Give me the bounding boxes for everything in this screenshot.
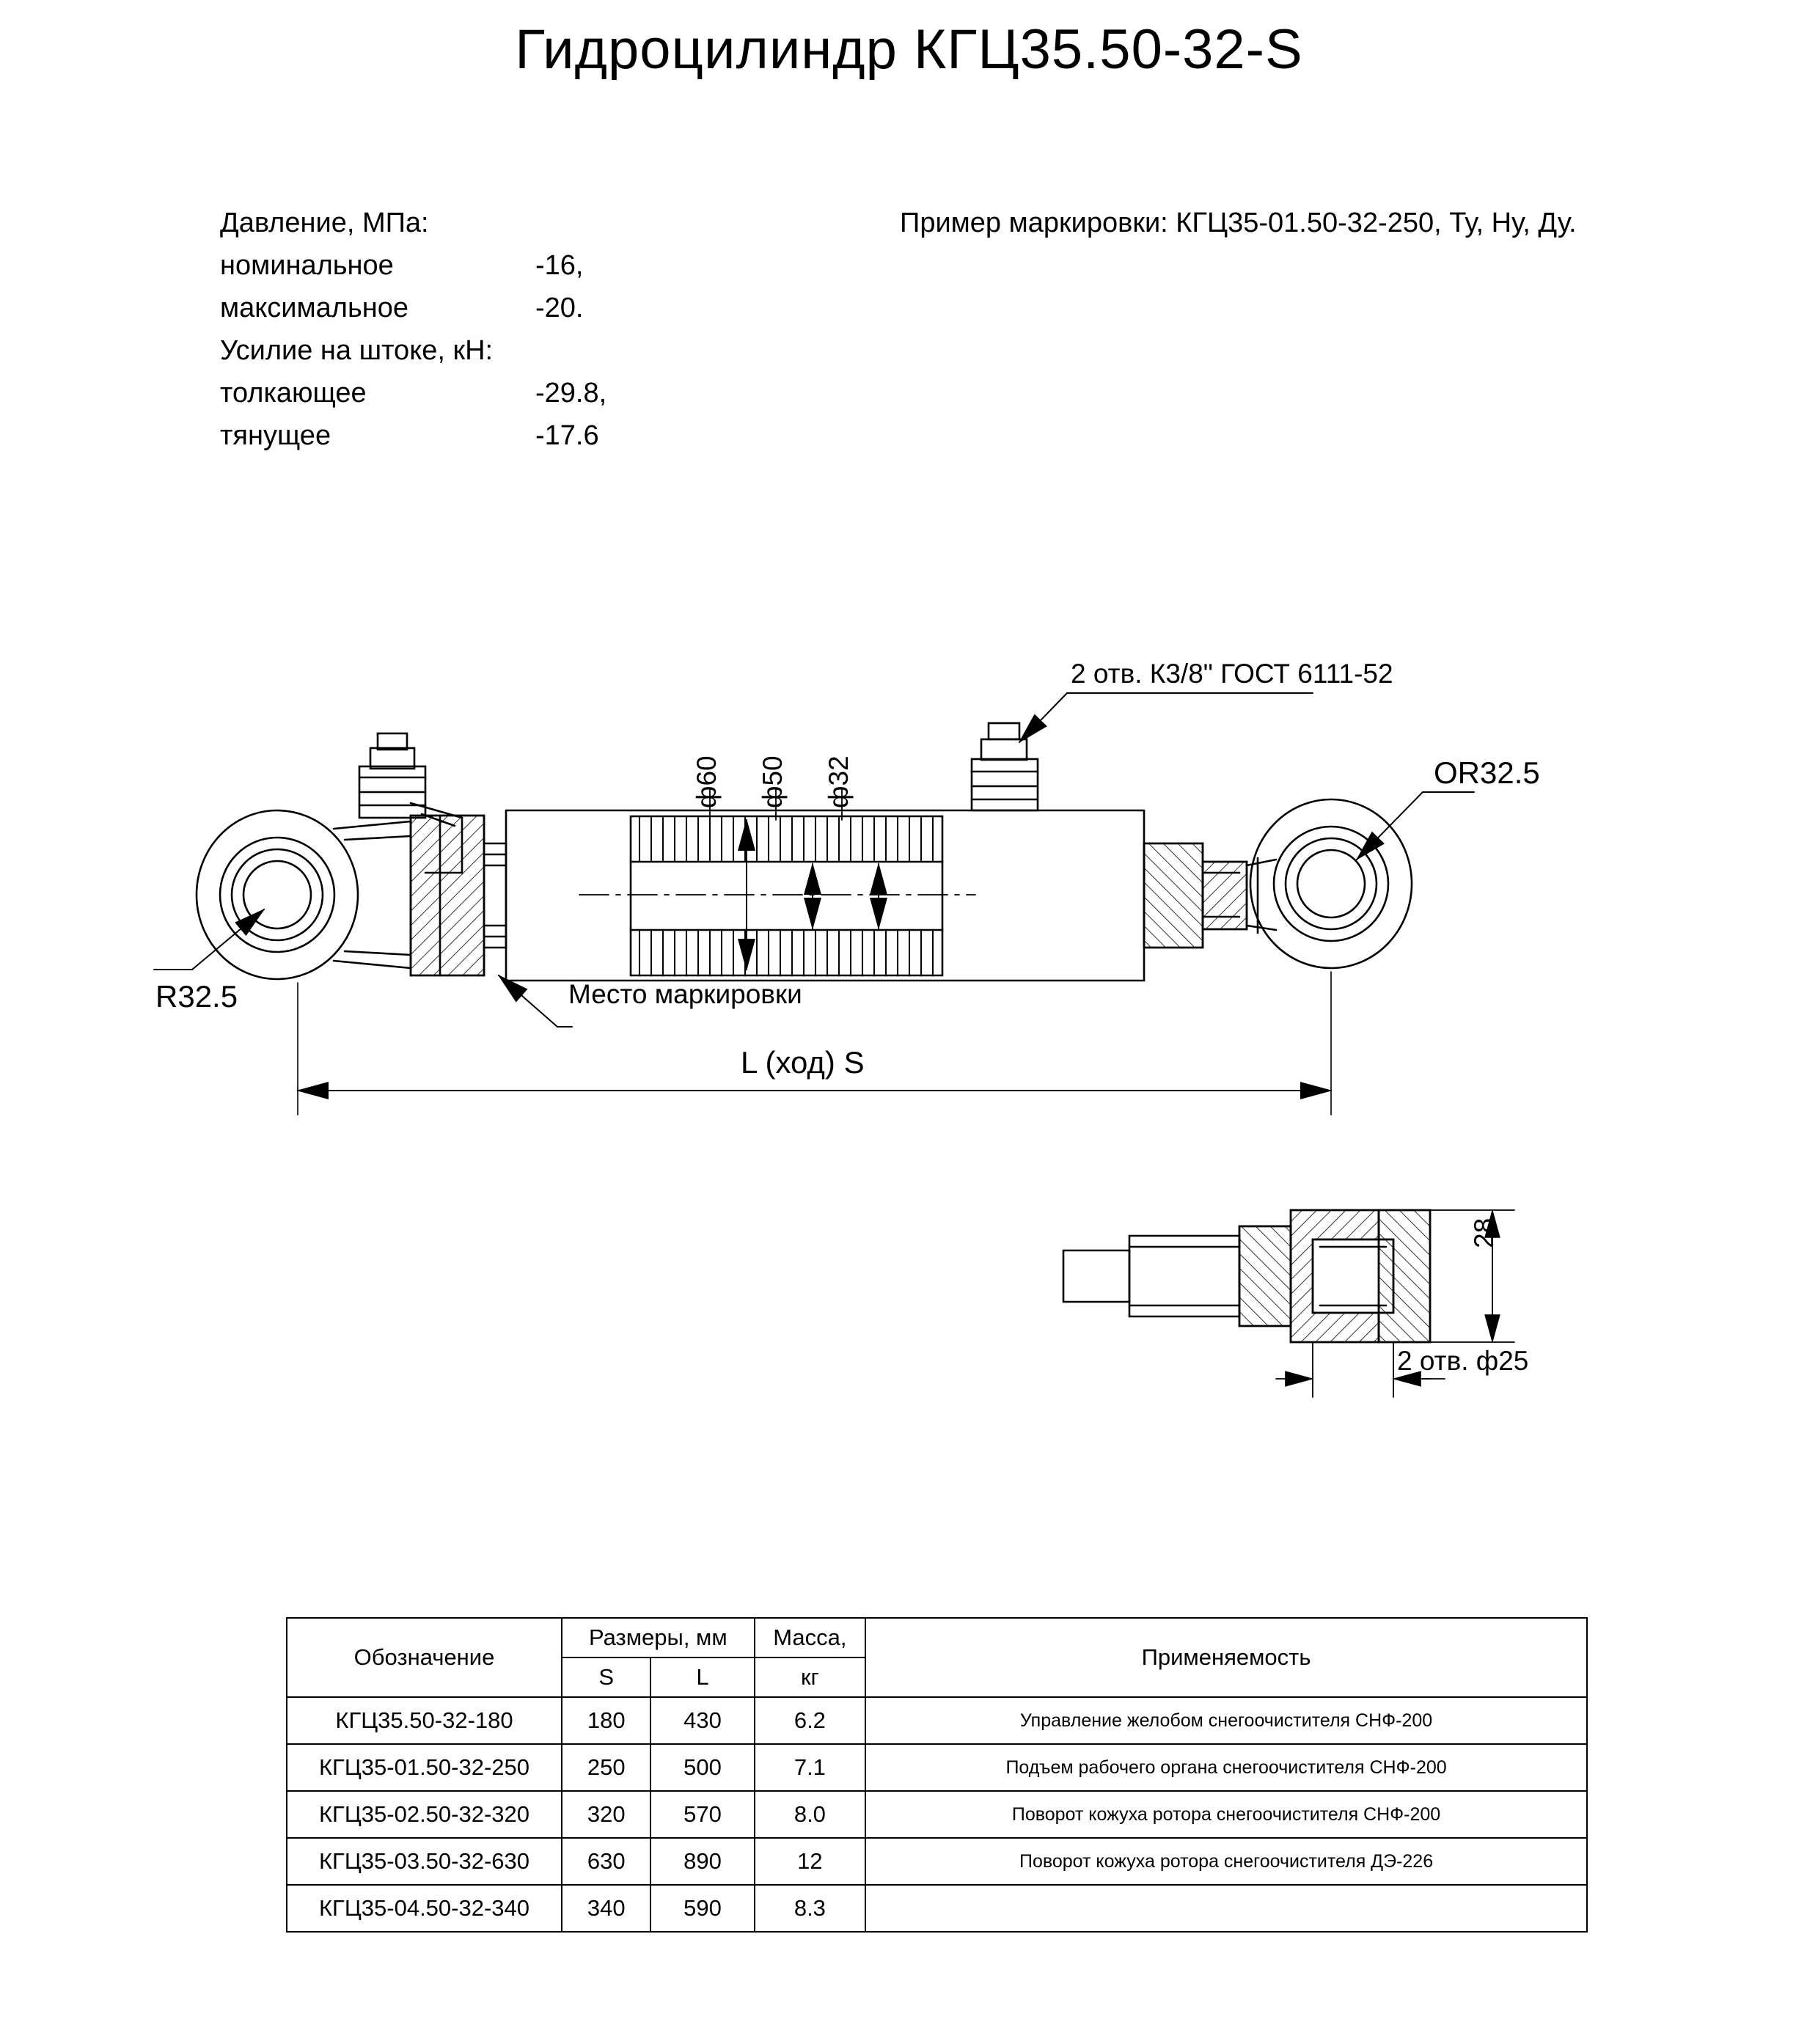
spec-label-nominal: номинальное bbox=[220, 250, 394, 281]
cell-l: 890 bbox=[650, 1838, 754, 1885]
cell-applicability: Управление желобом снегоочистителя СНФ-200 bbox=[865, 1697, 1587, 1744]
cell-designation: КГЦ35-02.50-32-320 bbox=[287, 1791, 562, 1838]
header-designation: Обозначение bbox=[287, 1618, 562, 1697]
radius-left-label: R32.5 bbox=[155, 979, 238, 1014]
cell-s: 320 bbox=[562, 1791, 650, 1838]
cell-designation: КГЦ35-03.50-32-630 bbox=[287, 1838, 562, 1885]
dimension-dia50-label: ф50 bbox=[758, 755, 788, 808]
dimension-dia32-label: ф32 bbox=[824, 755, 854, 808]
spec-value-push: -29.8, bbox=[535, 378, 607, 409]
spec-row-maximum bbox=[220, 293, 584, 335]
header-mass: Масса, bbox=[755, 1618, 865, 1657]
dimension-dia60-label: ф60 bbox=[692, 755, 722, 808]
marking-example-note: Пример маркировки: КГЦ35-01.50-32-250, Ту, Ну, Ду. bbox=[900, 208, 1577, 238]
pressure-heading: Давление, МПа: bbox=[220, 208, 429, 238]
callout-ports-label: 2 отв. К3/8" ГОСТ 6111-52 bbox=[1071, 659, 1393, 689]
table-row bbox=[287, 1744, 1587, 1791]
cell-applicability bbox=[865, 1885, 1587, 1932]
cell-designation: КГЦ35.50-32-180 bbox=[287, 1697, 562, 1744]
table-row bbox=[287, 1697, 1587, 1744]
cell-mass: 7.1 bbox=[755, 1744, 865, 1791]
page-title: Гидроцилиндр КГЦ35.50-32-S bbox=[515, 18, 1303, 81]
header-sizes: Размеры, мм bbox=[562, 1618, 755, 1657]
cell-s: 180 bbox=[562, 1697, 650, 1744]
detail-holes-label: 2 отв. ф25 bbox=[1397, 1346, 1529, 1376]
cell-l: 500 bbox=[650, 1744, 754, 1791]
spec-row-push bbox=[220, 378, 607, 420]
cell-mass: 6.2 bbox=[755, 1697, 865, 1744]
specification-table bbox=[286, 1617, 1588, 1933]
spec-label-pull: тянущее bbox=[220, 420, 331, 451]
cell-applicability: Поворот кожуха ротора снегоочистителя СНФ-200 bbox=[865, 1791, 1587, 1838]
header-mass-unit: кг bbox=[755, 1657, 865, 1697]
spec-row-nominal bbox=[220, 250, 584, 293]
detail-height-label: 28 bbox=[1469, 1217, 1499, 1248]
length-dimension-label: L (ход) S bbox=[741, 1045, 865, 1080]
radius-right-label: OR32.5 bbox=[1434, 755, 1540, 790]
cell-mass: 8.3 bbox=[755, 1885, 865, 1932]
cell-applicability: Подъем рабочего органа снегоочистителя СНФ-200 bbox=[865, 1744, 1587, 1791]
cell-mass: 12 bbox=[755, 1838, 865, 1885]
cell-s: 340 bbox=[562, 1885, 650, 1932]
cell-l: 570 bbox=[650, 1791, 754, 1838]
spec-label-maximum: максимальное bbox=[220, 293, 409, 323]
header-s: S bbox=[562, 1657, 650, 1697]
cell-designation: КГЦ35-04.50-32-340 bbox=[287, 1885, 562, 1932]
cell-mass: 8.0 bbox=[755, 1791, 865, 1838]
spec-row-pull bbox=[220, 420, 599, 463]
header-applicability: Применяемость bbox=[865, 1618, 1587, 1697]
cell-applicability: Поворот кожуха ротора снегоочистителя ДЭ-226 bbox=[865, 1838, 1587, 1885]
spec-value-pull: -17.6 bbox=[535, 420, 599, 451]
cell-l: 590 bbox=[650, 1885, 754, 1932]
header-l: L bbox=[650, 1657, 754, 1697]
specification-table-wrapper bbox=[286, 1617, 1588, 1933]
cell-s: 250 bbox=[562, 1744, 650, 1791]
marking-place-label: Место маркировки bbox=[568, 979, 802, 1009]
table-row bbox=[287, 1791, 1587, 1838]
spec-value-maximum: -20. bbox=[535, 293, 584, 323]
table-row bbox=[287, 1838, 1587, 1885]
table-header-row-1 bbox=[287, 1618, 1587, 1657]
specification-block bbox=[220, 208, 607, 463]
cell-l: 430 bbox=[650, 1697, 754, 1744]
table-row bbox=[287, 1885, 1587, 1932]
spec-value-nominal: -16, bbox=[535, 250, 584, 281]
force-heading: Усилие на штоке, кН: bbox=[220, 335, 494, 366]
cell-s: 630 bbox=[562, 1838, 650, 1885]
spec-label-push: толкающее bbox=[220, 378, 367, 409]
cell-designation: КГЦ35-01.50-32-250 bbox=[287, 1744, 562, 1791]
